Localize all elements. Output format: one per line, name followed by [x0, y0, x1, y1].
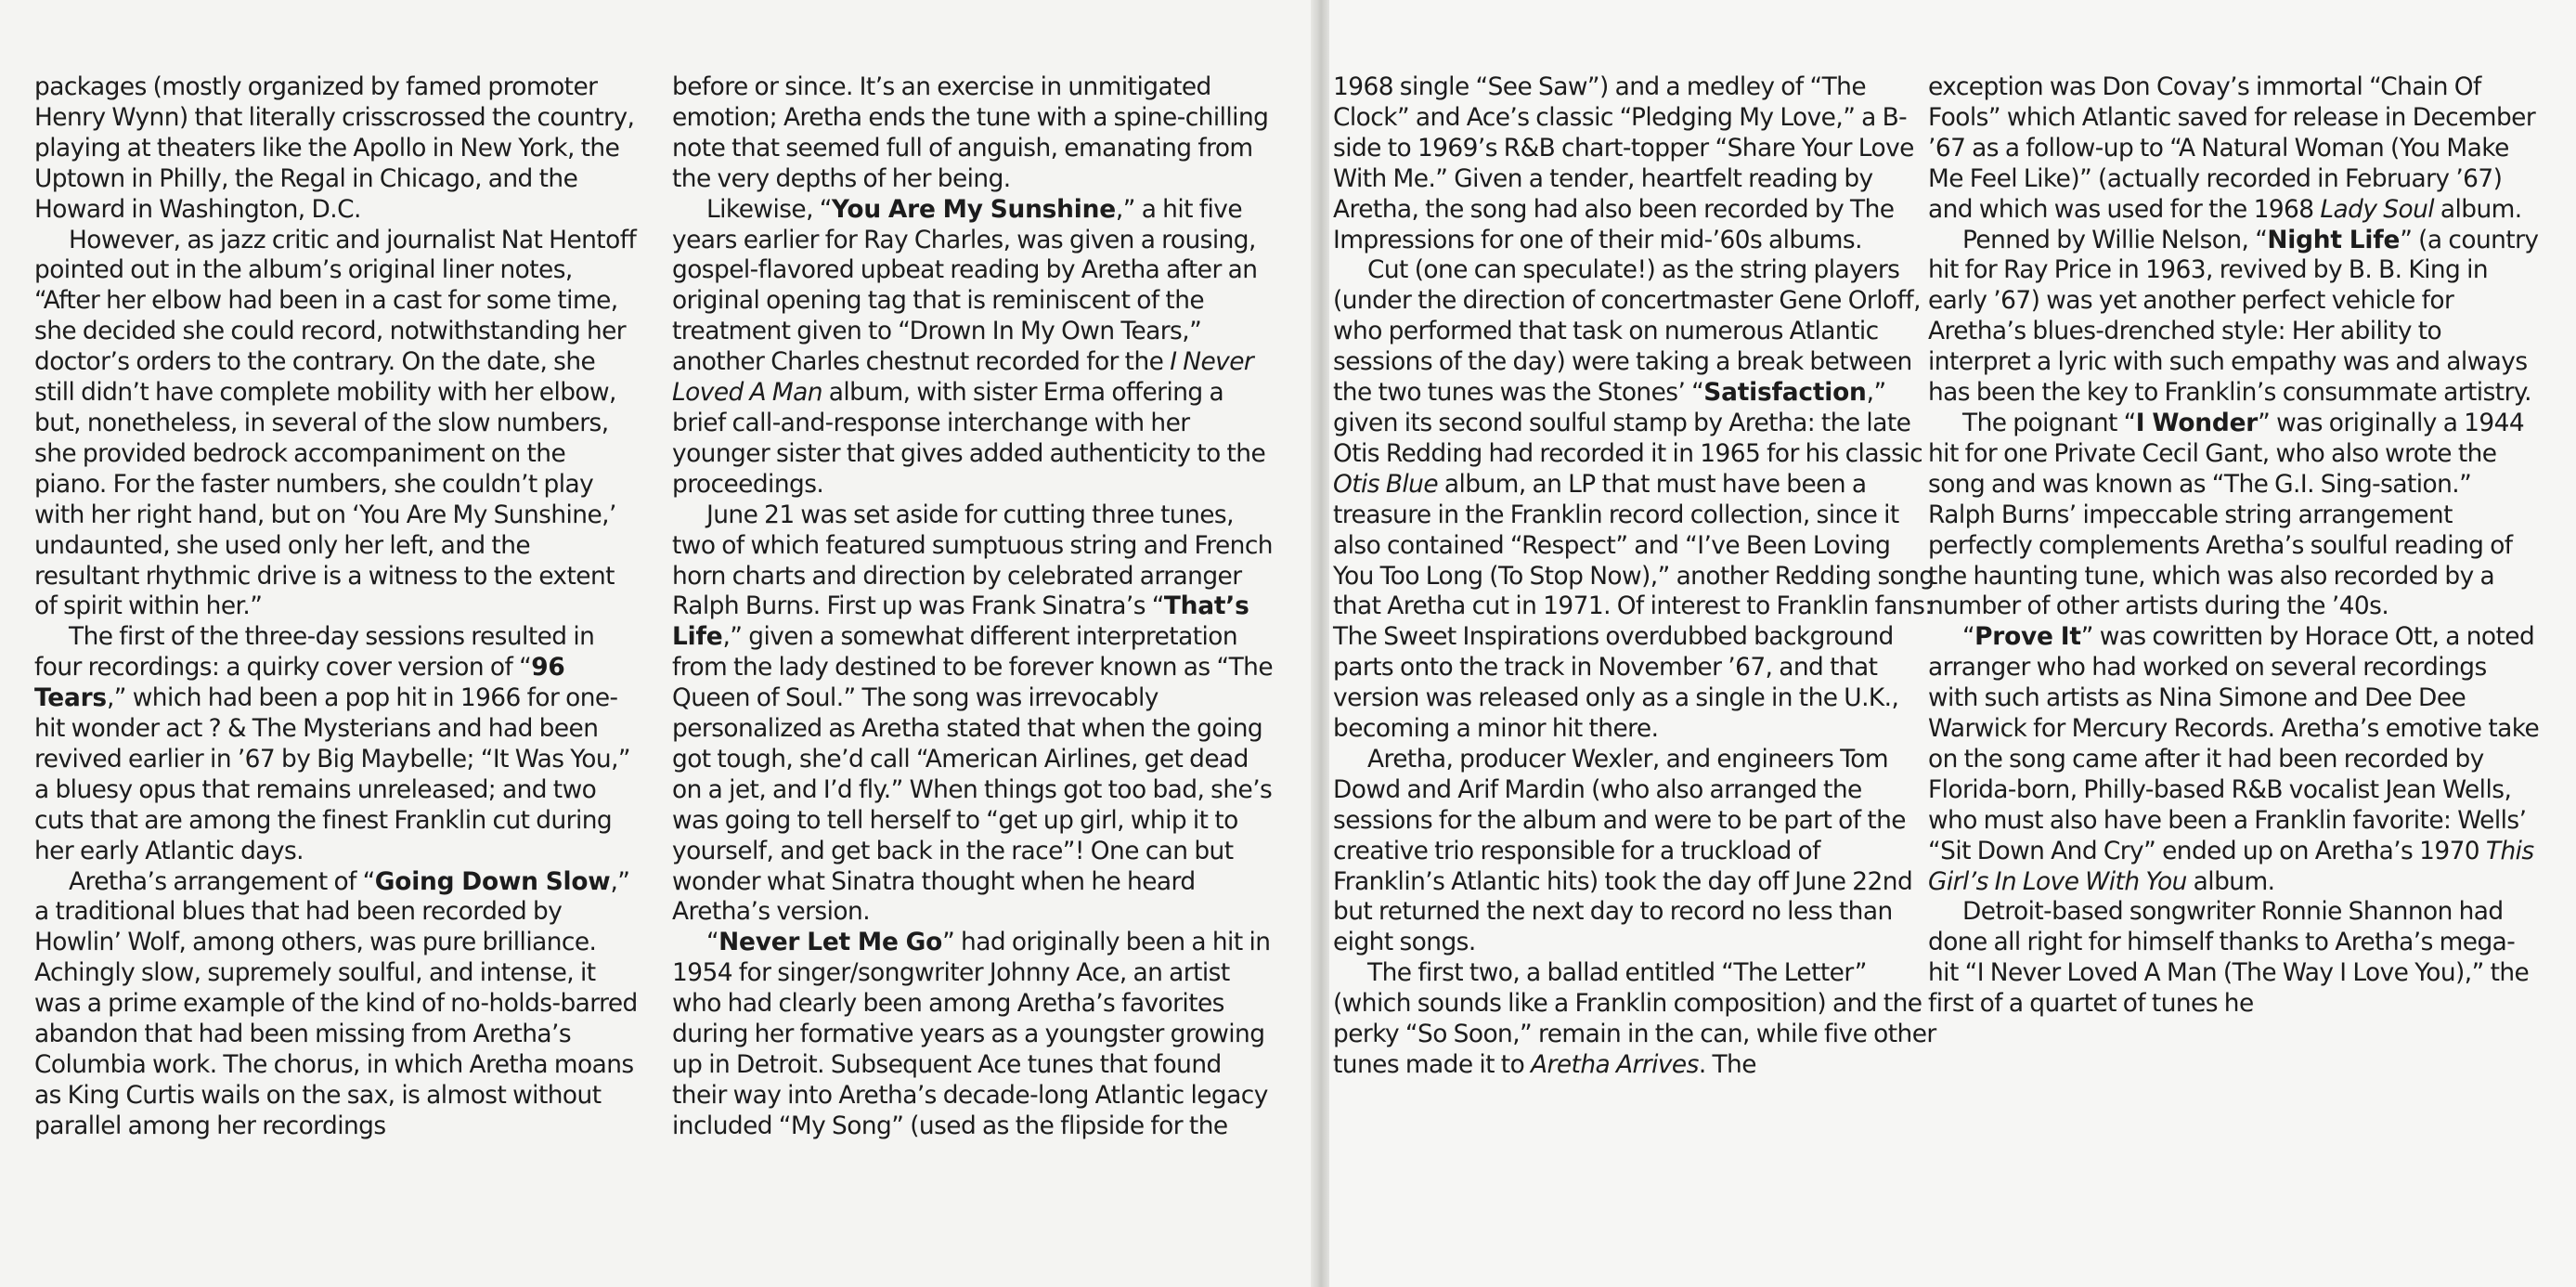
- text-run: album.: [2434, 194, 2522, 224]
- song-title: I Wonder: [2135, 408, 2259, 437]
- text-run: ” was cowritten by Horace Ott, a noted arranger who had worked on several recordings with such artists as Nina Simone and Dee Dee Warwick for Mercury Records. Aretha’s emotive take on the song came after it had been recorded by Florida-born, Philly-based R&B vocalist Jean Wells, who must also have been a Franklin favorite: Wells’ “Sit Down And Cry” ended up on Aretha’s 1970: [1928, 622, 2540, 865]
- text-column-2: [672, 72, 1274, 1142]
- paragraph: [1928, 226, 2541, 409]
- song-title: 96 Tears: [34, 653, 565, 713]
- song-title: Prove It: [1974, 622, 2081, 652]
- text-run: Penned by Willie Nelson, “: [1962, 225, 2268, 254]
- text-column-4: [1928, 72, 2541, 1020]
- song-title: Never Let Me Go: [718, 928, 943, 957]
- song-title: Night Life: [2267, 225, 2401, 254]
- text-run: ” was originally a 1944 hit for one Private Cecil Gant, who also wrote the song and was known as “The G.I. Sing-sation.” Ralph Burns’ impeccable string arrangement perfectly complements Aretha’s soulful reading of the haunting tune, which was also recorded by a number of other artists during the ’40s.: [1928, 408, 2525, 621]
- paragraph: [1928, 622, 2541, 897]
- text-run: Cut (one can speculate!) as the string players (under the direction of concertmaster Gene Orloff, who performed that task on numerous Atlantic sessions of the day) were taking a break between the two tunes was the Stones’ “: [1333, 255, 1921, 408]
- text-column-3: [1333, 72, 1936, 1081]
- text-run: ,” given a somewhat different interpretation from the lady destined to be forever known as “The Queen of Soul.” The song was irrevocably personalized as Aretha stated that when the going got tough, she’d call “American Airlines, get dead on a jet, and I’d fly.” When things got too bad, she’s was going to tell herself to “get up girl, whip it to yourself, and get back in the race”! One can but wonder what Sinatra thought when he heard Aretha’s version.: [672, 622, 1274, 927]
- album-title: Otis Blue: [1333, 469, 1439, 499]
- paragraph: [1333, 958, 1936, 1081]
- text-run: ” had originally been a hit in 1954 for singer/songwriter Johnny Ace, an artist who had clearly been among Aretha’s favorites during her formative years as a youngster growing up in Detroit. Subsequent Ace tunes that found their way into Aretha’s decade-long Atlantic legacy included “My Song” (used as the flipside for the: [672, 928, 1271, 1140]
- paragraph: Aretha, producer Wexler, and engineers Tom Dowd and Arif Mardin (who also arranged the sessions for the album and were to be part of the creative trio responsible for a truckload of Franklin’s Atlantic hits) took the day off June 22nd but returned the next day to record no less than eight songs.: [1333, 744, 1913, 957]
- text-run: “: [1962, 622, 1975, 652]
- text-run: Likewise, “: [706, 194, 832, 224]
- paragraph: Detroit-based songwriter Ronnie Shannon had done all right for himself thanks to Aretha’s mega-hit “I Never Loved A Man (The Way I Love You),” the first of a quartet of tunes he: [1928, 897, 2530, 1019]
- text-run: The first of the three-day sessions resulted in four recordings: a quirky cover version of “: [34, 622, 595, 682]
- paragraph: [1928, 72, 2541, 226]
- text-run: ,” which had been a pop hit in 1966 for one-hit wonder act ? & The Mysterians and had been revived earlier in ’67 by Big Maybelle; “It Was You,” a bluesy opus that remains unreleased; and two cuts that are among the finest Franklin cut during her early Atlantic days.: [34, 683, 631, 865]
- song-title: That’s Life: [672, 592, 1249, 652]
- text-run: ,” given its second soulful stamp by Aretha: the late Otis Redding had recorded it in 1965 for his classic: [1333, 378, 1923, 468]
- text-run: exception was Don Covay’s immortal “Chain Of Fools” which Atlantic saved for release in December ’67 as a follow-up to “A Natural Woman (You Make Me Feel Like)” (actually recorded in February ’67) and which was used for the 1968: [1928, 72, 2536, 224]
- paragraph: [34, 622, 638, 866]
- text-run: ,” a hit five years earlier for Ray Charles, was given a rousing, gospel-flavored upbeat reading by Aretha after an original opening tag that is reminiscent of the treatment given to “Drown In My Own Tears,” another Charles chestnut recorded for the: [672, 194, 1258, 377]
- text-run: album, with sister Erma offering a brief call-and-response interchange with her younger sister that gives added authenticity to the proceedings.: [672, 378, 1266, 499]
- song-title: You Are My Sunshine: [831, 194, 1116, 224]
- text-run: album.: [2186, 866, 2275, 896]
- song-title: Satisfaction: [1703, 378, 1867, 408]
- text-column-1: [34, 72, 638, 1142]
- album-title: This Girl’s In Love With You: [1928, 836, 2534, 896]
- paragraph: before or since. It’s an exercise in unmitigated emotion; Aretha ends the tune with a spine-chilling note that seemed full of anguish, emanating from the very depths of her being.: [672, 72, 1269, 193]
- text-run: The poignant “: [1962, 408, 2136, 437]
- album-title: Lady Soul: [2320, 194, 2435, 224]
- paragraph: [672, 928, 1274, 1141]
- paragraph: [672, 500, 1274, 929]
- paragraph: [1333, 255, 1936, 745]
- paragraph: 1968 single “See Saw”) and a medley of “The Clock” and Ace’s classic “Pledging My Love,” a B-side to 1969’s R&B chart-topper “Share Your Love With Me.” Given a tender, heartfelt reading by Aretha, the song had also been recorded by The Impressions for one of their mid-’60s albums.: [1333, 72, 1914, 254]
- paragraph: [1928, 409, 2541, 622]
- text-run: . The: [1698, 1050, 1756, 1079]
- paragraph: packages (mostly organized by famed promoter Henry Wynn) that literally crisscrossed the country, playing at theaters like the Apollo in New York, the Uptown in Philly, the Regal in Chicago, and the Howard in Washington, D.C.: [34, 72, 635, 224]
- text-run: ,” a traditional blues that had been recorded by Howlin’ Wolf, among others, was pure brilliance. Achingly slow, supremely soulful, and intense, it was a prime example of the kind of no-holds-barred abandon that had been missing from Aretha’s Columbia work. The chorus, in which Aretha moans as King Curtis wails on the sax, is almost without parallel among her recordings: [34, 866, 638, 1140]
- song-title: Going Down Slow: [374, 866, 611, 896]
- paragraph: [672, 195, 1274, 500]
- text-run: Aretha’s arrangement of “: [69, 866, 375, 896]
- album-title: Aretha Arrives: [1531, 1050, 1699, 1079]
- text-run: The first two, a ballad entitled “The Letter” (which sounds like a Franklin composition) and the perky “So Soon,” remain in the can, while five other tunes made it to: [1333, 958, 1936, 1079]
- page-gutter: [1311, 0, 1329, 1287]
- text-run: album, an LP that must have been a treasure in the Franklin record collection, since it also contained “Respect” and “I’ve Been Loving You Too Long (To Stop Now),” another Redding song that Aretha cut in 1971. Of interest to Franklin fans: The Sweet Inspirations overdubbed background parts onto the track in November ’67, and that version was released only as a single in the U.K., becoming a minor hit there.: [1333, 469, 1935, 744]
- paragraph: However, as jazz critic and journalist Nat Hentoff pointed out in the album’s original liner notes, “After her elbow had been in a cast for some time, she decided she could record, notwithstanding her doctor’s orders to the contrary. On the date, she still didn’t have complete mobility with her elbow, but, nonetheless, in several of the slow numbers, she provided bedrock accompaniment on the piano. For the faster numbers, she couldn’t play with her right hand, but on ‘You Are My Sunshine,’ undaunted, she used only her left, and the resultant rhythmic drive is a witness to the extent of spirit within her.”: [34, 225, 637, 621]
- text-run: ” (a country hit for Ray Price in 1963, revived by B. B. King in early ’67) was yet another perfect vehicle for Aretha’s blues-drenched style: Her ability to interpret a lyric with such empathy was and always has been the key to Franklin’s consummate artistry.: [1928, 225, 2539, 408]
- album-title: I Never Loved A Man: [672, 347, 1254, 408]
- paragraph: [34, 867, 638, 1142]
- text-run: “: [706, 928, 719, 957]
- text-run: June 21 was set aside for cutting three tunes, two of which featured sumptuous string and French horn charts and direction by celebrated arranger Ralph Burns. First up was Frank Sinatra’s “: [672, 500, 1273, 621]
